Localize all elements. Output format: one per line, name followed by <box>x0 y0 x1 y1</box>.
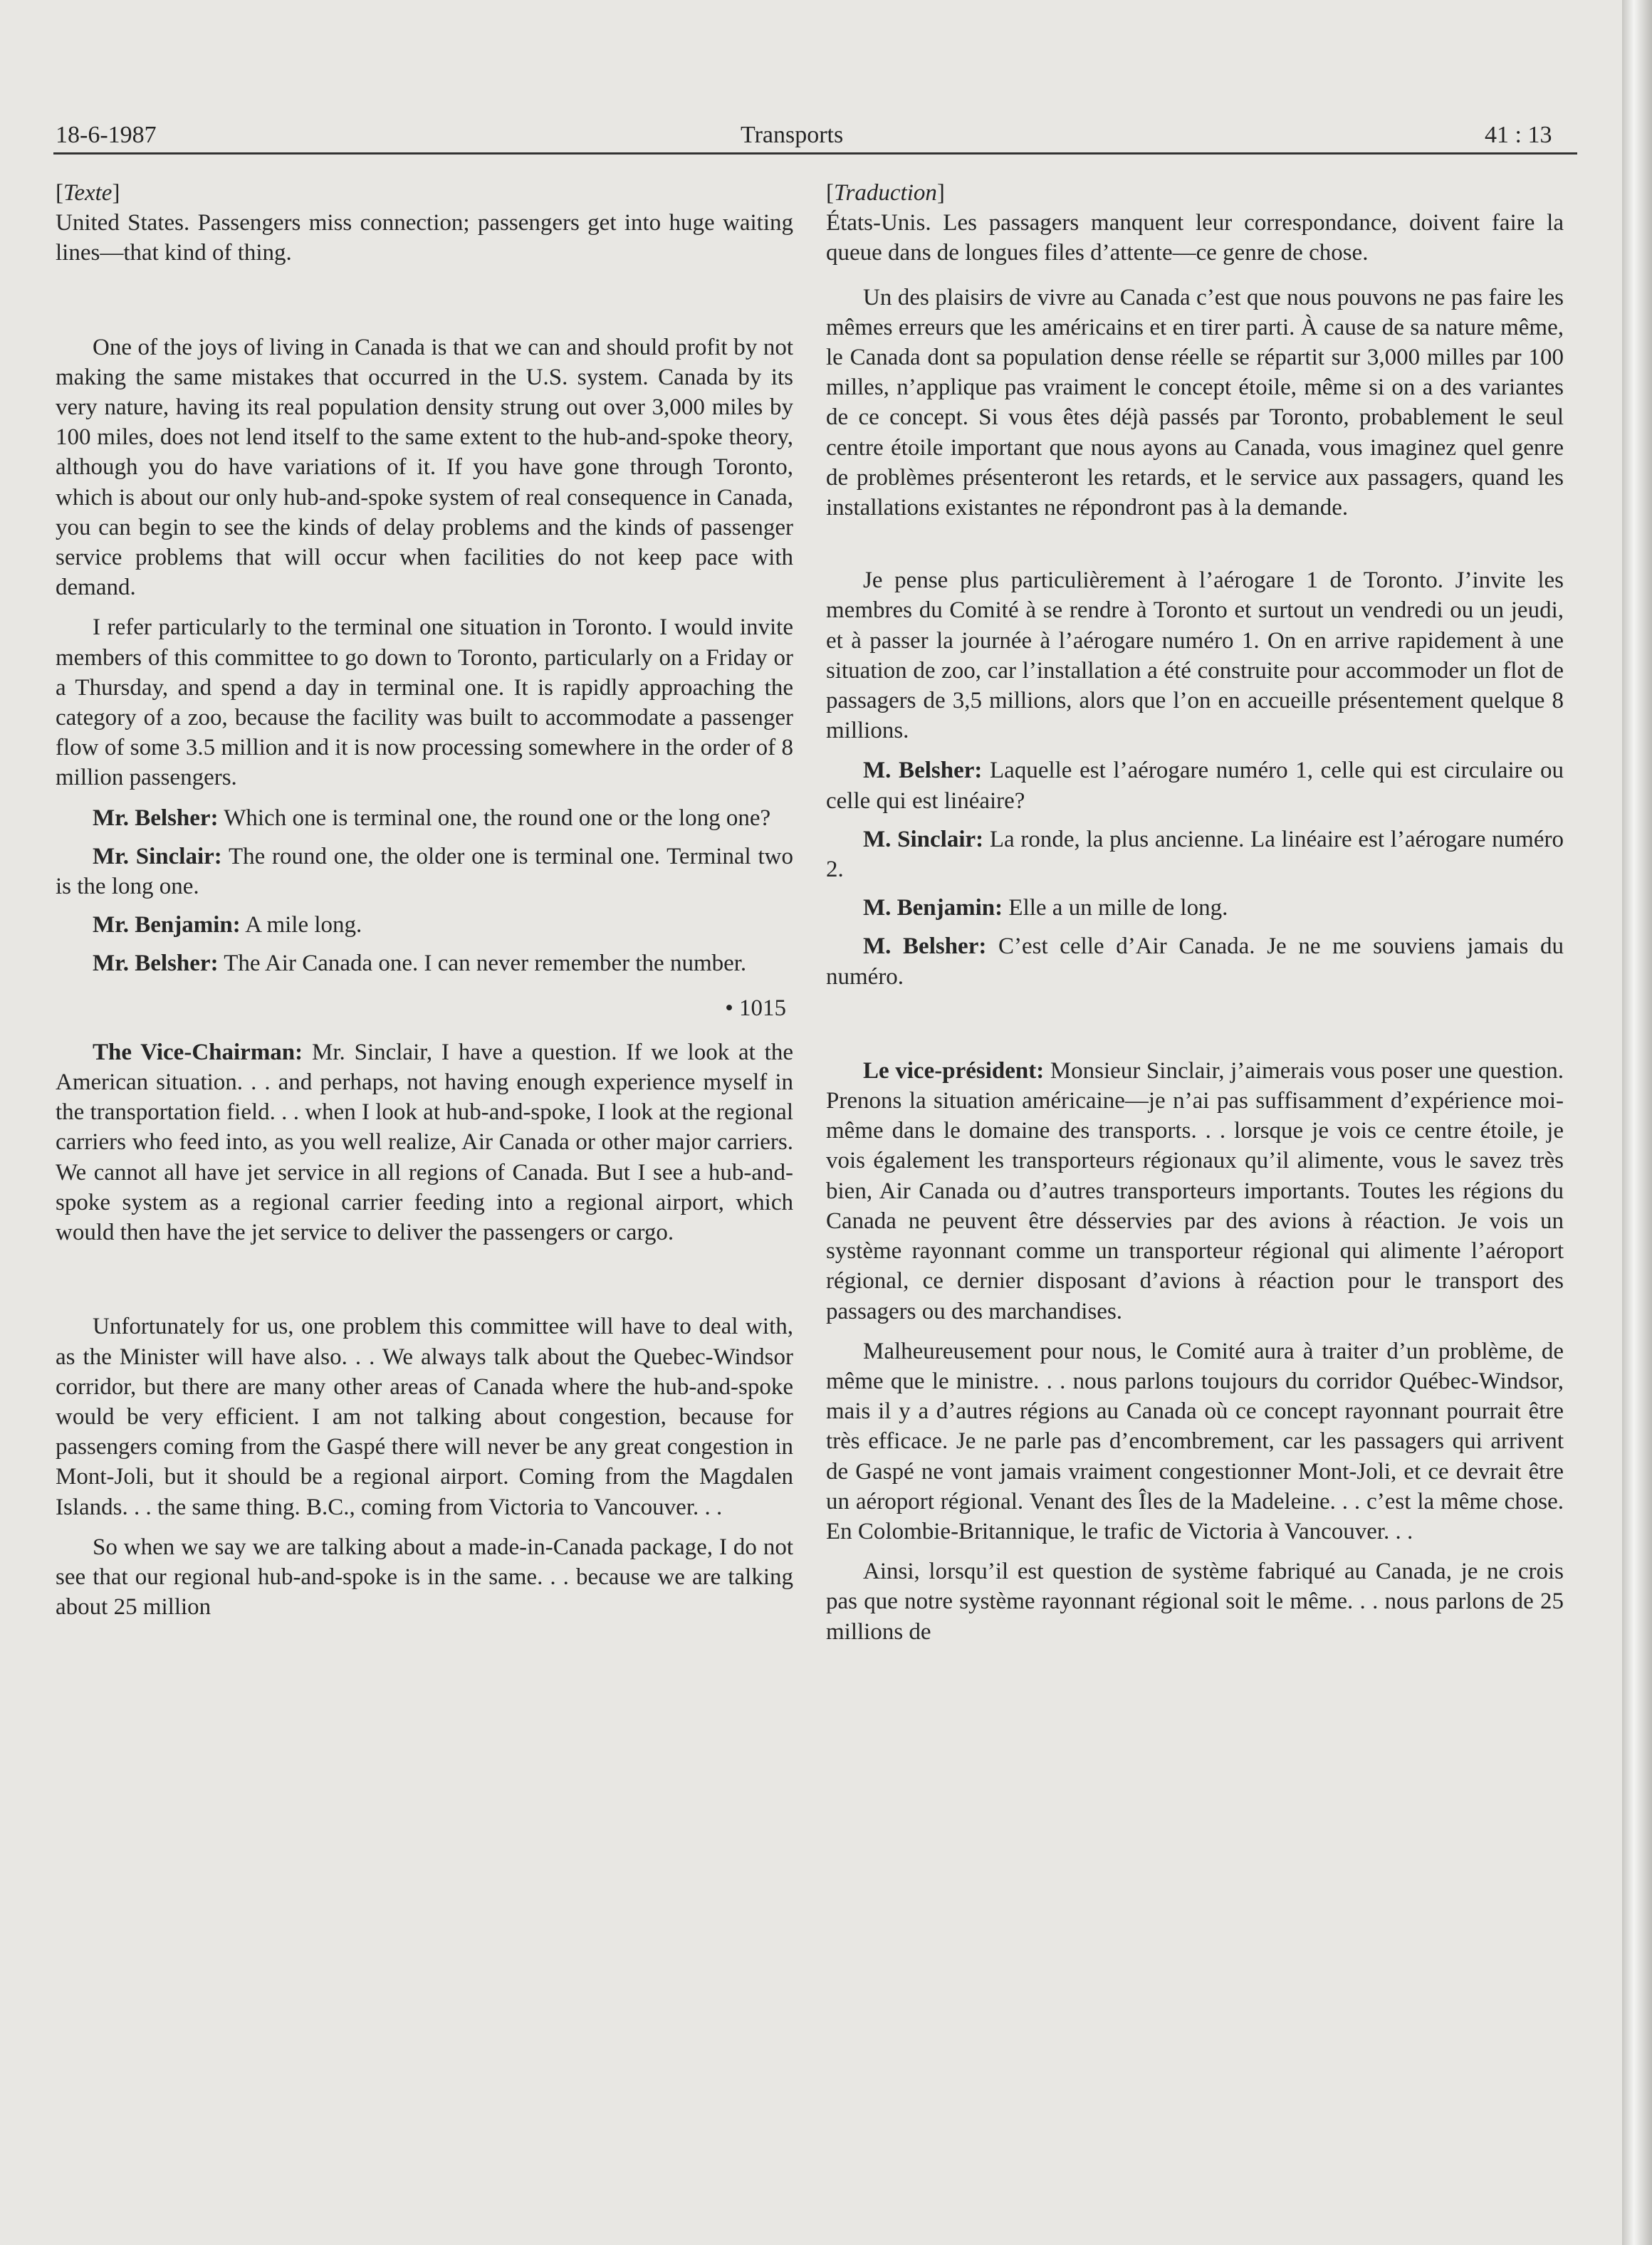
speech-text: C’est celle d’Air Canada. Je ne me souviens jamais du numéro. <box>826 933 1564 990</box>
speech-text: La ronde, la plus ancienne. La linéaire est l’aérogare numéro 2. <box>826 826 1564 883</box>
speaker-name: M. Benjamin: <box>863 895 1003 921</box>
section-label-text: Texte <box>63 180 113 206</box>
speech-text: Monsieur Sinclair, j’aimerais vous poser une question. Prenons la situation américaine—je n’ai pas suffisamment d’expérience moi-même dans le domaine des transports. . . lorsque je vois ce centre étoile, je vois également les transporteurs régionaux qu’il alimente, vous le savez très bien, Air Canada ou d’autres transporteurs importants. Toutes les régions du Canada ne peuvent être désservies par des avions à réaction. Je vois un système rayonnant comme un transporteur régional qui alimente l’aéroport régional, ce dernier disposant d’avions à réaction pour le transport des passagers ou des marchandises. <box>826 1057 1564 1324</box>
header-title: Transports <box>741 122 844 148</box>
page-edge <box>1622 0 1652 2245</box>
paragraph: Ainsi, lorsqu’il est question de système fabriqué au Canada, je ne crois pas que notre système rayonnant régional soit le même. . . nous parlons de 25 millions de <box>826 1559 1564 1645</box>
speaker-name: Le vice-président: <box>863 1057 1045 1084</box>
header-date: 18-6-1987 <box>56 122 157 148</box>
speaker-name: Mr. Belsher: <box>93 805 219 831</box>
section-label: [Traduction] <box>826 180 945 206</box>
english-column <box>56 178 793 1622</box>
paragraph: United States. Passengers miss connection; passengers get into huge waiting lines—that kind of thing. <box>56 210 793 266</box>
speech-text: Mr. Sinclair, I have a question. If we look at the American situation. . . and perhaps, not having enough experience myself in the transportation field. . . when I look at hub-and-spoke, I look at the regional carriers who feed into, as you well realize, Air Canada or other major carriers. We cannot all have jet service in all regions of Canada. But I see a hub-and-spoke system as a regional carrier feeding into a regional airport, which would then have the jet service to deliver the passengers or cargo. <box>56 1039 794 1246</box>
speech-text: Which one is terminal one, the round one or the long one? <box>218 805 771 831</box>
dialogue-line <box>56 948 793 978</box>
paragraph: Je pense plus particulièrement à l’aérogare 1 de Toronto. J’invite les membres du Comité à se rendre à Toronto et surtout un vendredi ou un jeudi, et à passer la journée à l’aérogare numéro 1. On en arrive rapidement à une situation de zoo, car l’installation a été construite pour accommoder un flot de passagers de 3,5 millions, alors que l’on en accueille présentement quelque 8 millions. <box>826 567 1564 744</box>
dialogue-line <box>826 893 1564 923</box>
speech-text: The round one, the older one is terminal one. Terminal two is the long one. <box>56 843 793 900</box>
paragraph: I refer particularly to the terminal one situation in Toronto. I would invite members of this committee to go down to Toronto, particularly on a Friday or a Thursday, and spend a day in terminal one. It is rapidly approaching the category of a zoo, because the facility was built to accommodate a passenger flow of some 3.5 million and it is now processing somewhere in the order of 8 million passengers. <box>56 614 793 791</box>
paragraph: Un des plaisirs de vivre au Canada c’est que nous pouvons ne pas faire les mêmes erreurs que les américains et en tirer parti. À cause de sa nature même, le Canada dont sa population dense réelle se répartit sur 3,000 milles par 100 milles, n’applique pas vraiment le concept étoile, même si on a des variantes de ce concept. Si vous êtes déjà passés par Toronto, probablement le seul centre étoile important que nous ayons au Canada, vous imaginez quel genre de problèmes présenteront les retards, et le service aux passagers, quand les installations existantes ne répondront pas à la demande. <box>826 284 1564 521</box>
speaker-name: Mr. Belsher: <box>93 951 219 977</box>
speech-text: The Air Canada one. I can never remember the number. <box>218 951 747 977</box>
paragraph: États-Unis. Les passagers manquent leur correspondance, doivent faire la queue dans de longues files d’attente—ce genre de chose. <box>826 210 1564 266</box>
speaker-name: Mr. Sinclair: <box>93 843 222 869</box>
speaker-name: Mr. Benjamin: <box>93 912 241 938</box>
header-page-number: 41 : 13 <box>1485 122 1552 148</box>
page-header <box>0 0 1622 164</box>
speaker-name: M. Sinclair: <box>863 826 984 852</box>
speech-text: Laquelle est l’aérogare numéro 1, celle qui est circulaire ou celle qui est linéaire? <box>826 758 1564 814</box>
speech-text: Elle a un mille de long. <box>1003 895 1228 921</box>
dialogue-line <box>56 803 793 833</box>
dialogue-line <box>826 931 1564 991</box>
french-column <box>826 178 1564 1647</box>
paragraph: So when we say we are talking about a made-in-Canada package, I do not see that our regional hub-and-spoke is in the same. . . because we are talking about 25 million <box>56 1534 793 1621</box>
dialogue-line <box>56 1037 793 1247</box>
dialogue-line <box>826 825 1564 884</box>
paragraph: Unfortunately for us, one problem this committee will have to deal with, as the Minister will have also. . . We always talk about the Quebec-Windsor corridor, but there are many other areas of Canada where the hub-and-spoke would be very efficient. I am not talking about congestion, because for passengers coming from the Gaspé there will never be any great congestion in Mont-Joli, but it should be a regional airport. Coming from the Magdalen Islands. . . the same thing. B.C., coming from Victoria to Vancouver. . . <box>56 1314 793 1520</box>
dialogue-line <box>826 1056 1564 1326</box>
speaker-name: The Vice-Chairman: <box>93 1039 303 1065</box>
dialogue-line <box>56 842 793 901</box>
speaker-name: M. Belsher: <box>863 758 983 784</box>
speaker-name: M. Belsher: <box>863 933 987 960</box>
speech-text: A mile long. <box>240 912 362 938</box>
header-rule <box>53 152 1577 155</box>
section-label: [Texte] <box>56 180 120 206</box>
time-marker: • 1015 <box>725 995 786 1021</box>
dialogue-line <box>56 910 793 940</box>
section-label-text: Traduction <box>834 180 937 206</box>
dialogue-line <box>826 755 1564 815</box>
paragraph: One of the joys of living in Canada is that we can and should profit by not making the same mistakes that occurred in the U.S. system. Canada by its very nature, having its real population density strung out over 3,000 miles by 100 miles, does not lend itself to the same extent to the hub-and-spoke theory, although you do have variations of it. If you have gone through Toronto, which is about our only hub-and-spoke system of real consequence in Canada, you can begin to see the kinds of delay problems and the kinds of passenger service problems that will occur when facilities do not keep pace with demand. <box>56 334 793 601</box>
paragraph: Malheureusement pour nous, le Comité aura à traiter d’un problème, de même que le ministre. . . nous parlons toujours du corridor Québec-Windsor, mais il y a d’autres régions au Canada où ce concept rayonnant pourrait être très efficace. Je ne parle pas d’encombrement, car les passagers qui arrivent de Gaspé ne vont jamais vraiment congestionner Mont-Joli, et ce devrait être un aéroport régional. Venant des Îles de la Madeleine. . . c’est la même chose. En Colombie-Britannique, le trafic de Victoria à Vancouver. . . <box>826 1338 1564 1544</box>
